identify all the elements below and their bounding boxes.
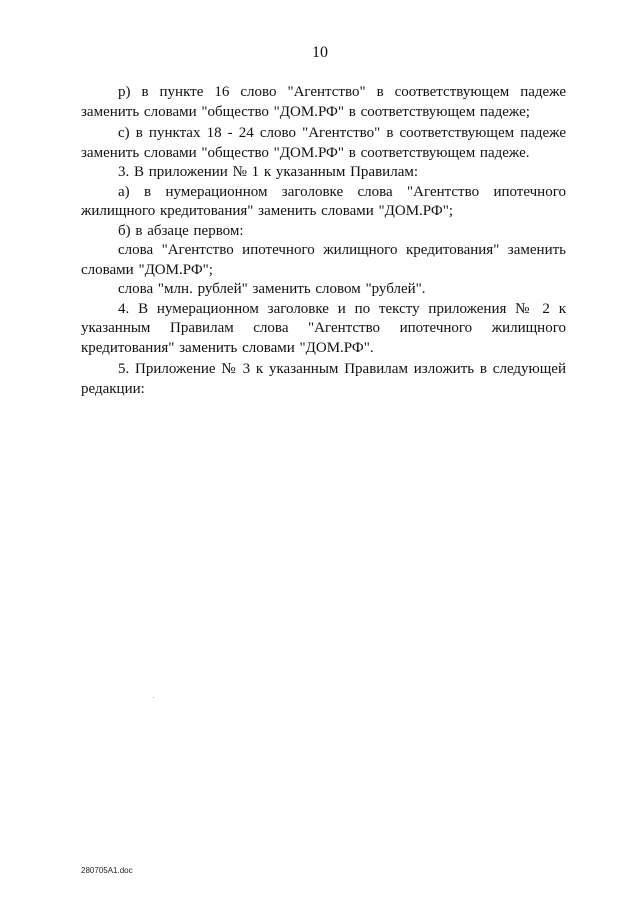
scan-speck [153, 697, 154, 698]
paragraph-b: б) в абзаце первом: [118, 222, 244, 239]
footer-file-code: 280705A1.doc [81, 866, 133, 875]
paragraph-item-4: 4. В нумерационном заголовке и по тексту приложения № 2 к указанным Правилам слова "Агентство ипотечного жилищного кредитования" заменить словами "ДОМ.РФ". [81, 300, 566, 356]
paragraph-s: с) в пунктах 18 - 24 слово "Агентство" в соответствующем падеже заменить словами "общество "ДОМ.РФ" в соответствующем падеже. [81, 125, 566, 161]
page-number: 10 [312, 44, 328, 61]
paragraph-words-rubles: слова "млн. рублей" заменить словом "рублей". [118, 281, 426, 297]
paragraph-words-agency: слова "Агентство ипотечного жилищного кредитования" заменить словами "ДОМ.РФ"; [81, 242, 566, 278]
paragraph-r: р) в пункте 16 слово "Агентство" в соответствующем падеже заменить словами "общество "ДОМ.РФ" в соответствующем падеже; [81, 84, 566, 120]
document-body [81, 83, 566, 399]
paragraph-a: а) в нумерационном заголовке слова "Агентство ипотечного жилищного кредитования" заменить словами "ДОМ.РФ"; [81, 183, 566, 219]
paragraph-item-3: 3. В приложении № 1 к указанным Правилам: [118, 164, 419, 180]
paragraph-item-5: 5. Приложение № 3 к указанным Правилам изложить в следующей редакции: [81, 361, 566, 397]
